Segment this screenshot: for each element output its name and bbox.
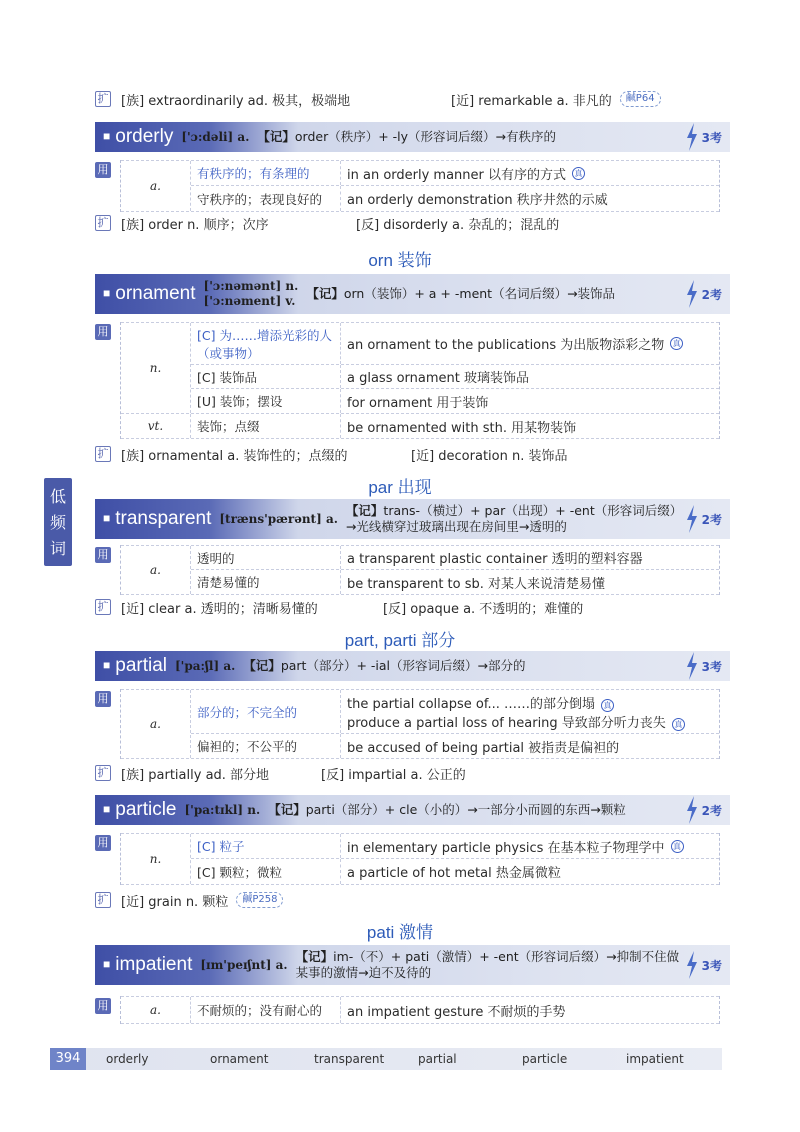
usage-icon: 用 bbox=[95, 324, 111, 340]
phonetic: ['pa:tɪkl] n. bbox=[184, 803, 261, 817]
ext-synonym: [近] grain n. 颗粒 bbox=[121, 894, 229, 910]
exam-mark-icon: 真 bbox=[572, 167, 585, 180]
headword-ornament bbox=[95, 274, 730, 314]
page-ref-badge: 鹹P258 bbox=[236, 892, 283, 908]
headword-text: ■ transparent bbox=[95, 508, 211, 530]
exam-mark-icon: 真 bbox=[672, 718, 685, 731]
root-title-par: par 出现 bbox=[368, 478, 432, 497]
footer-word: impatient bbox=[626, 1052, 684, 1066]
ext-synonym: [近] remarkable a. 非凡的 bbox=[451, 93, 612, 109]
memory-note: 【记】orn（装饰）+ a + -ment（名词后缀）→装饰品 bbox=[306, 286, 616, 301]
usage-table bbox=[120, 689, 720, 759]
ext-line-transparent bbox=[95, 596, 735, 618]
root-title-pati: pati 激情 bbox=[366, 923, 434, 942]
usage-icon: 用 bbox=[95, 998, 111, 1014]
footer-word: orderly bbox=[106, 1052, 149, 1066]
headword-orderly bbox=[95, 122, 730, 152]
exam-count: 3考 bbox=[685, 123, 722, 151]
phonetic: ['ɔ:dəli] a. bbox=[181, 130, 250, 144]
phonetic: [træns'pærənt] a. bbox=[219, 512, 338, 526]
page-ref-badge: 鹹P64 bbox=[620, 91, 661, 107]
example: be accused of being partial 被指责是偏袒的 bbox=[347, 740, 620, 756]
example: the partial collapse of... ……的部分倒塌 真 produce a partial loss of hearing 导致部分听力丧失 真 bbox=[341, 690, 719, 733]
phonetic: [ɪm'peɪʃnt] a. bbox=[200, 958, 288, 972]
usage-table bbox=[120, 322, 720, 439]
lightning-icon bbox=[685, 652, 699, 680]
example: in elementary particle physics 在基本粒子物理学中 真 bbox=[341, 834, 719, 858]
ext-antonym: [反] opaque a. 不透明的；难懂的 bbox=[383, 601, 584, 617]
ext-line-orderly bbox=[95, 212, 735, 234]
exam-count: 2考 bbox=[685, 796, 722, 824]
headword-text: ■ orderly bbox=[95, 126, 173, 148]
exam-count: 3考 bbox=[685, 951, 722, 979]
meaning: [C] 粒子 bbox=[191, 834, 341, 858]
ext-line-extraordinary bbox=[95, 88, 735, 110]
part-of-speech: vt. bbox=[121, 414, 191, 438]
headword-text: ■ ornament bbox=[95, 283, 196, 305]
footer-word: transparent bbox=[314, 1052, 385, 1066]
phonetic: ['pa:ʃl] a. bbox=[175, 659, 236, 673]
root-title-part: part, parti 部分 bbox=[344, 631, 456, 650]
ext-antonym: [反] disorderly a. 杂乱的；混乱的 bbox=[356, 217, 560, 233]
memory-note: 【记】order（秩序）+ -ly（形容词后缀）→有秩序的 bbox=[257, 129, 557, 144]
memory-note: 【记】parti（部分）+ cle（小的）→一部分小而圆的东西→颗粒 bbox=[268, 802, 626, 817]
ext-family: [族] ornamental a. 装饰性的；点缀的 bbox=[121, 448, 348, 464]
headword-text: ■ particle bbox=[95, 799, 177, 821]
headword-transparent bbox=[95, 499, 730, 539]
meaning: 装饰；点缀 bbox=[191, 414, 341, 438]
lightning-icon bbox=[685, 123, 699, 151]
usage-table bbox=[120, 996, 720, 1024]
memory-note: 【记】im-（不）+ pati（激情）+ -ent（形容词后缀）→抑制不住做某事的激情→迫不及待的 bbox=[295, 949, 680, 980]
example: be ornamented with sth. 用某物装饰 bbox=[347, 420, 577, 436]
ext-line-particle bbox=[95, 889, 735, 911]
part-of-speech: a. bbox=[121, 997, 191, 1023]
example: an ornament to the publications 为出版物添彩之物 真 bbox=[341, 323, 719, 364]
headword-partial bbox=[95, 651, 730, 681]
ext-family: [族] partially ad. 部分地 bbox=[121, 767, 270, 783]
memory-note: 【记】part（部分）+ -ial（形容词后缀）→部分的 bbox=[243, 658, 526, 673]
meaning: [C] 为……增添光彩的人（或事物） bbox=[191, 323, 341, 364]
example: an impatient gesture 不耐烦的手势 bbox=[347, 1004, 566, 1020]
lightning-icon bbox=[685, 951, 699, 979]
ext-synonym: [近] decoration n. 装饰品 bbox=[411, 448, 568, 464]
headword-impatient bbox=[95, 945, 730, 985]
root-title-orn: orn 装饰 bbox=[368, 251, 432, 270]
section-tab-low-frequency: 低 频 词 bbox=[44, 478, 72, 566]
ext-line-ornament bbox=[95, 443, 735, 465]
exam-mark-icon: 真 bbox=[601, 699, 614, 712]
phonetic: ['ɔ:nəmənt] n. ['ɔ:nəment] v. bbox=[203, 279, 299, 308]
meaning: 部分的；不完全的 bbox=[191, 690, 341, 733]
exam-count: 2考 bbox=[685, 505, 722, 533]
page-footer bbox=[50, 1048, 722, 1070]
usage-icon: 用 bbox=[95, 835, 111, 851]
footer-word: particle bbox=[522, 1052, 568, 1066]
part-of-speech: n. bbox=[121, 834, 191, 884]
meaning: 偏袒的；不公平的 bbox=[191, 734, 341, 758]
footer-word: ornament bbox=[210, 1052, 269, 1066]
headword-text: ■ impatient bbox=[95, 954, 192, 976]
headword-particle bbox=[95, 795, 730, 825]
headword-text: ■ partial bbox=[95, 655, 167, 677]
usage-icon: 用 bbox=[95, 162, 111, 178]
example: a particle of hot metal 热金属微粒 bbox=[347, 866, 561, 881]
ext-line-partial bbox=[95, 762, 735, 784]
lightning-icon bbox=[685, 280, 699, 308]
meaning: 不耐烦的；没有耐心的 bbox=[191, 997, 341, 1023]
meaning: [U] 装饰；摆设 bbox=[191, 389, 341, 413]
usage-icon: 用 bbox=[95, 547, 111, 563]
example: an orderly demonstration 秩序井然的示威 bbox=[347, 193, 608, 208]
ext-antonym: [反] impartial a. 公正的 bbox=[321, 767, 466, 783]
meaning: 透明的 bbox=[191, 546, 341, 569]
exam-count: 2考 bbox=[685, 280, 722, 308]
ext-family: [族] order n. 顺序；次序 bbox=[121, 217, 269, 233]
meaning: 有秩序的；有条理的 bbox=[191, 161, 341, 185]
exam-mark-icon: 真 bbox=[671, 840, 684, 853]
example: a transparent plastic container 透明的塑料容器 bbox=[347, 552, 643, 567]
meaning: [C] 装饰品 bbox=[191, 365, 341, 388]
expand-icon: 扩 bbox=[95, 91, 111, 107]
lightning-icon bbox=[685, 505, 699, 533]
exam-count: 3考 bbox=[685, 652, 722, 680]
usage-icon: 用 bbox=[95, 691, 111, 707]
memory-note: 【记】trans-（横过）+ par（出现）+ -ent（形容词后缀）→光线横穿过玻璃出现在房间里→透明的 bbox=[345, 503, 676, 534]
footer-word: partial bbox=[418, 1052, 457, 1066]
ext-synonym: [近] clear a. 透明的；清晰易懂的 bbox=[121, 601, 318, 617]
exam-mark-icon: 真 bbox=[670, 337, 683, 350]
meaning: 守秩序的；表现良好的 bbox=[191, 186, 341, 211]
expand-icon: 扩 bbox=[95, 446, 111, 462]
usage-table bbox=[120, 545, 720, 595]
expand-icon: 扩 bbox=[95, 765, 111, 781]
part-of-speech: a. bbox=[121, 546, 191, 594]
lightning-icon bbox=[685, 796, 699, 824]
ext-family: [族] extraordinarily ad. 极其，极端地 bbox=[121, 93, 351, 109]
meaning: 清楚易懂的 bbox=[191, 570, 341, 594]
page-number: 394 bbox=[50, 1048, 86, 1070]
part-of-speech: a. bbox=[121, 690, 191, 758]
part-of-speech: a. bbox=[121, 161, 191, 211]
example: in an orderly manner 以有序的方式 真 bbox=[341, 161, 719, 185]
meaning: [C] 颗粒；微粒 bbox=[191, 859, 341, 884]
usage-table bbox=[120, 833, 720, 885]
part-of-speech: n. bbox=[121, 323, 191, 413]
expand-icon: 扩 bbox=[95, 892, 111, 908]
example: be transparent to sb. 对某人来说清楚易懂 bbox=[347, 576, 606, 592]
expand-icon: 扩 bbox=[95, 215, 111, 231]
usage-table bbox=[120, 160, 720, 212]
expand-icon: 扩 bbox=[95, 599, 111, 615]
example: for ornament 用于装饰 bbox=[347, 395, 489, 411]
example: a glass ornament 玻璃装饰品 bbox=[347, 371, 530, 386]
